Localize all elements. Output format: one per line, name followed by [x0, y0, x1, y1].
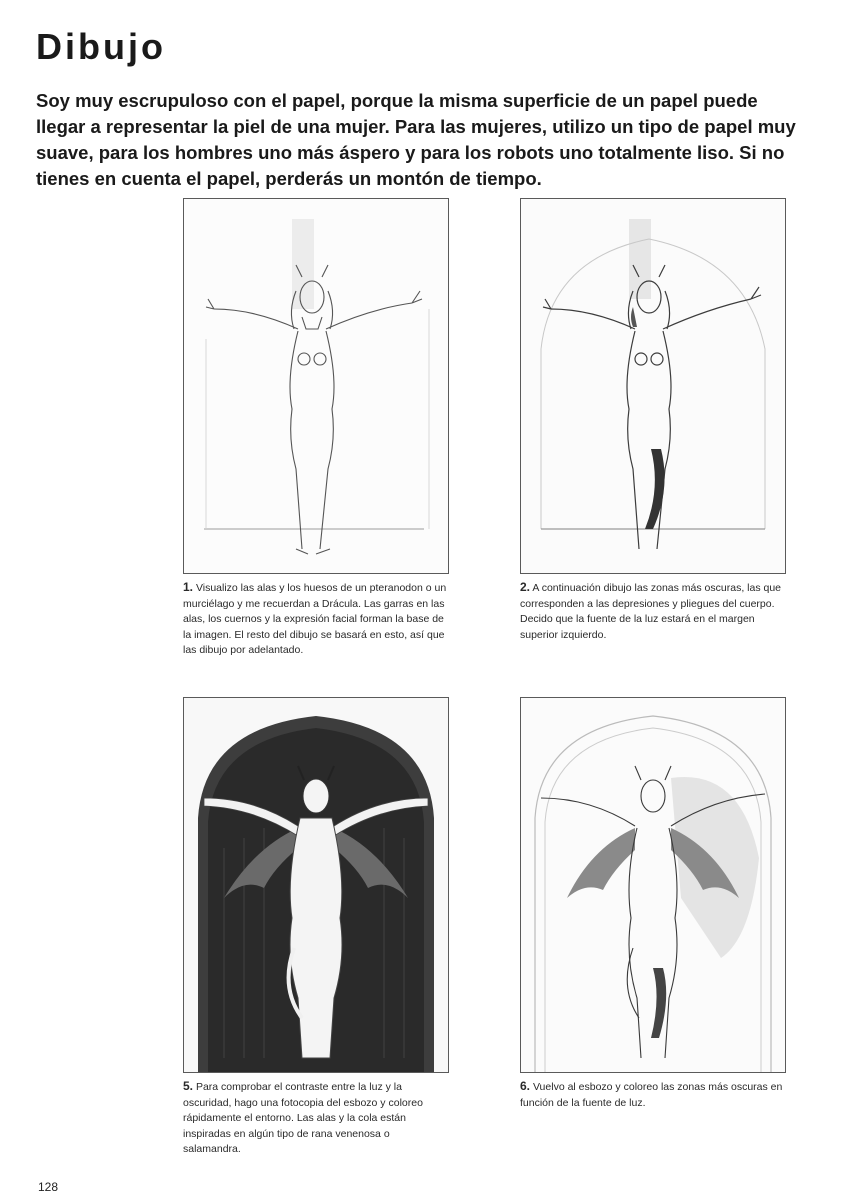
step-caption-6	[520, 1079, 785, 1111]
step-text: A continuación dibujo las zonas más oscuras, las que corresponden a las depresiones y pliegues del cuerpo. Decido que la fuente de la luz estará en el margen superior izquierdo.	[520, 582, 782, 641]
sketch-image-6	[520, 697, 786, 1073]
step-number: 6.	[520, 1079, 531, 1093]
intro-paragraph: Soy muy escrupuloso con el papel, porque la misma superficie de un papel puede llegar a representar la piel de una mujer. Para las mujeres, utilizo un tipo de papel muy suave, para los hombres uno más áspero y para los robots uno totalmente liso. Si no tienes en cuenta el papel, perderás un montón de tiempo.	[36, 90, 796, 189]
sketch-drawing-5	[184, 698, 448, 1072]
step-caption-5	[183, 1079, 448, 1158]
step-text: Vuelvo al esbozo y coloreo las zonas más oscuras en función de la fuente de luz.	[520, 1081, 783, 1109]
step-number: 2.	[520, 580, 531, 594]
step-number: 1.	[183, 580, 194, 594]
sketch-image-5	[183, 697, 449, 1073]
page-number: 128	[38, 1180, 59, 1194]
sketch-image-2	[520, 198, 786, 574]
step-caption-1	[183, 580, 448, 659]
sketch-image-1	[183, 198, 449, 574]
step-text: Visualizo las alas y los huesos de un pteranodon o un murciélago y me recuerdan a Drácula. Las garras en las alas, los cuernos y la expresión facial forman la base de la imagen. El resto del dibujo se basará en esto, así que las dibujo por adelantado.	[183, 582, 447, 656]
sketch-drawing-6	[521, 698, 785, 1072]
step-caption-2	[520, 580, 785, 643]
step-text: Para comprobar el contraste entre la luz y la oscuridad, hago una fotocopia del esbozo y coloreo rápidamente el entorno. Las alas y la cola están inspiradas en algún tipo de rana venenosa o salamandra.	[183, 1081, 423, 1155]
sketch-drawing-1	[184, 199, 448, 573]
step-number: 5.	[183, 1079, 194, 1093]
page-title: Dibujo	[36, 26, 166, 67]
sketch-drawing-2	[521, 199, 785, 573]
